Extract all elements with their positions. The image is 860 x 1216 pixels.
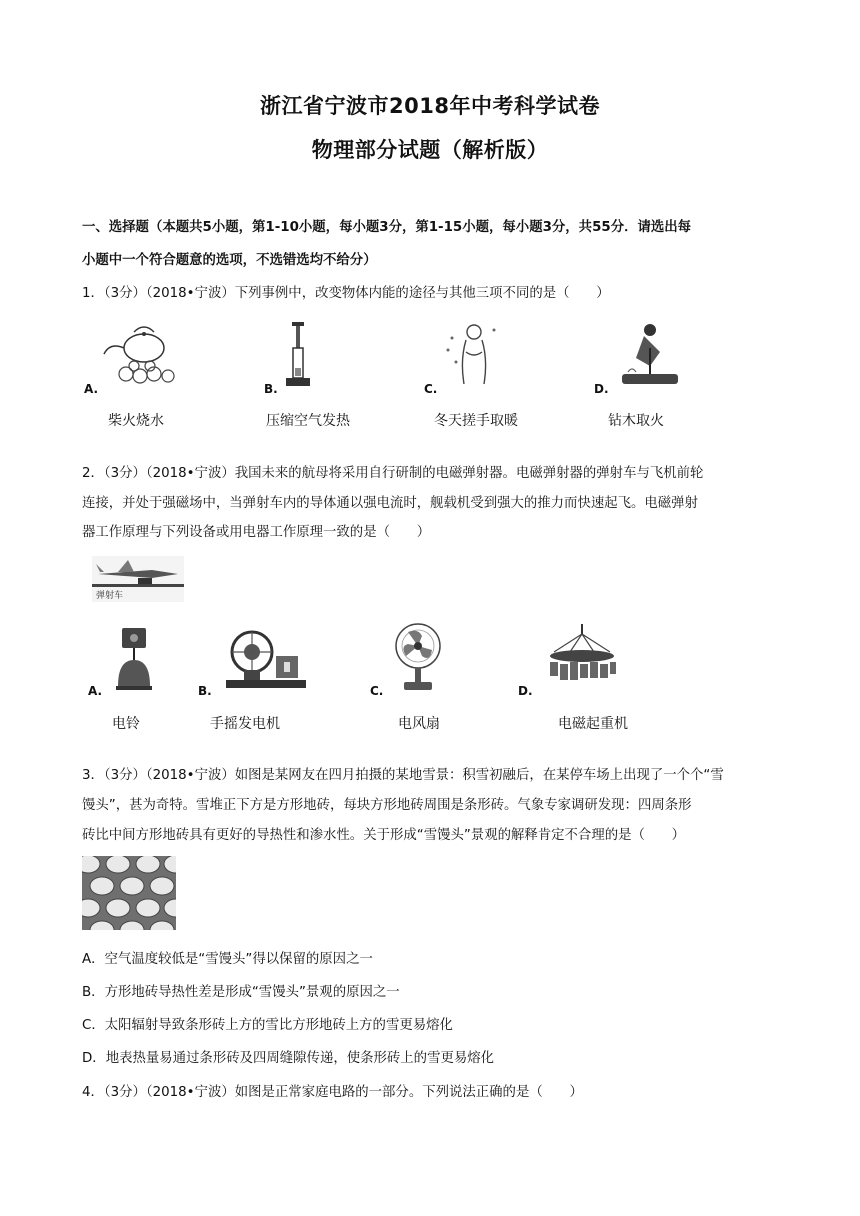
q2-option-b-caption: 手摇发电机 [210,716,280,732]
hand-crank-generator-image [222,626,308,696]
q2-option-a-caption: 电铃 [112,716,140,732]
q3-choice-d: D．地表热量易通过条形砖及四周缝隙传递，使条形砖上的雪更易熔化 [82,1051,495,1066]
q2-option-c-letter: C. [370,684,384,698]
document-subtitle: 物理部分试题（解析版） [311,138,549,162]
drilling-wood-image [614,318,684,390]
section-heading-line1: 一、选择题（本题共5小题，第1-10小题，每小题3分，第1-15小题，每小题3分，共55分．请选出每 [82,220,692,235]
q2-option-d-caption: 电磁起重机 [558,716,628,732]
q2-option-b-letter: B. [198,684,212,698]
q1-option-b-caption: 压缩空气发热 [266,413,350,429]
electromagnetic-crane-image [540,622,624,694]
rubbing-hands-image [442,318,502,390]
electric-bell-image [112,626,156,696]
question-2-stem-line2: 连接，并处于强磁场中，当弹射车内的导体通以强电流时，舰载机受到强大的推力而快速起飞。电磁弹射 [82,496,698,511]
question-3-stem-line3: 砖比中间方形地砖具有更好的导热性和渗水性。关于形成“雪馒头”景观的解释肯定不合理的是（ ） [82,828,686,843]
q1-option-d-letter: D. [594,382,609,396]
q3-choice-a: A．空气温度较低是“雪馒头”得以保留的原因之一 [82,952,373,967]
question-2-stem-line3: 器工作原理与下列设备或用电器工作原理一致的是（ ） [82,525,431,540]
catapult-label: 弹射车 [96,591,124,601]
q1-option-c-caption: 冬天搓手取暖 [434,413,518,429]
question-4-stem: 4．（3分）（2018•宁波）如图是正常家庭电路的一部分。下列说法正确的是（ ） [82,1085,583,1100]
q2-option-d-letter: D. [518,684,533,698]
q1-option-a-letter: A. [84,382,99,396]
electric-fan-image [392,622,444,694]
q1-option-c-letter: C. [424,382,438,396]
catapult-jet-image [92,556,184,602]
section-heading-line2: 小题中一个符合题意的选项，不选错选均不给分） [82,253,377,268]
snow-bun-photo [82,856,176,930]
q2-option-c-caption: 电风扇 [398,716,440,732]
q2-option-a-letter: A. [88,684,103,698]
question-1-stem: 1．（3分）（2018•宁波）下列事例中，改变物体内能的途径与其他三项不同的是（ ） [82,286,610,301]
q1-option-b-letter: B. [264,382,278,396]
q3-choice-b: B．方形地砖导热性差是形成“雪馒头”景观的原因之一 [82,985,400,1000]
kettle-fire-image [84,318,184,390]
q1-option-a-caption: 柴火烧水 [108,413,164,429]
q1-option-d-caption: 钻木取火 [608,413,664,429]
q3-choice-c: C．太阳辐射导致条形砖上方的雪比方形地砖上方的雪更易熔化 [82,1018,453,1033]
question-3-stem-line2: 馒头”，甚为奇特。雪堆正下方是方形地砖，每块方形地砖周围是条形砖。气象专家调研发现：四周条形 [82,798,692,813]
question-2-stem-line1: 2．（3分）（2018•宁波）我国未来的航母将采用自行研制的电磁弹射器。电磁弹射器的弹射车与飞机前轮 [82,466,704,481]
question-3-stem-line1: 3．（3分）（2018•宁波）如图是某网友在四月拍摄的某地雪景：积雪初融后，在某停车场上出现了一个个“雪 [82,768,724,783]
air-compression-tube-image [278,318,318,390]
document-title: 浙江省宁波市2018年中考科学试卷 [260,94,600,118]
